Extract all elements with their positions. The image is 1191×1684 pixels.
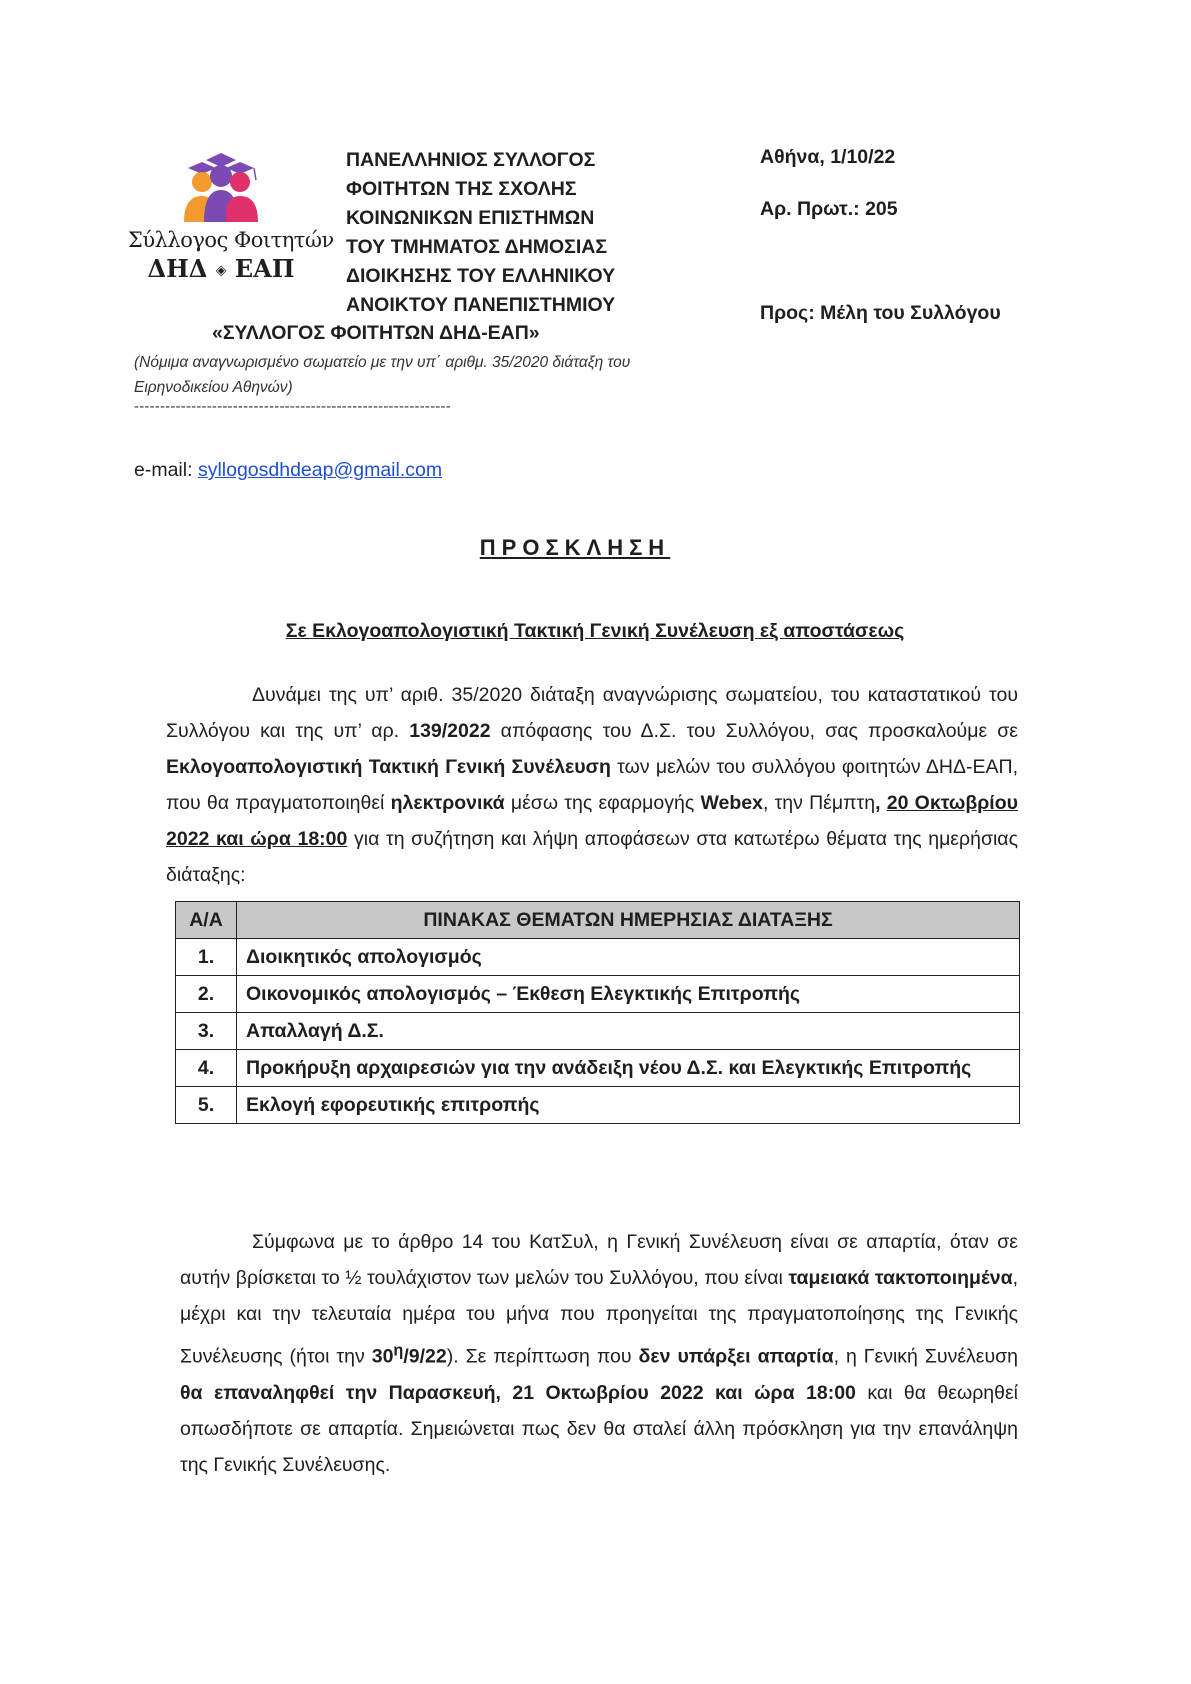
table-row: 2. Οικονομικός απολογισμός – Έκθεση Ελεγκτικής Επιτροπής	[176, 976, 1020, 1013]
column-header-number: Α/Α	[176, 902, 237, 939]
divider-line: -------------------------------------------------------------	[134, 398, 451, 415]
table-row: 1. Διοικητικός απολογισμός	[176, 939, 1020, 976]
legal-note: (Νόμιμα αναγνωρισμένο σωματείο με την υπ΄ αριθμ. 35/2020 διάταξη του Ειρηνοδικείου Αθηνών)	[134, 354, 631, 396]
email-line: e-mail: syllogosdhdeap@gmail.com	[134, 459, 443, 481]
logo-subtitle: ΔΗΔ ◈ ΕΑΠ	[147, 254, 295, 283]
document-title: ΠΡΟΣΚΛΗΣΗ	[479, 535, 671, 560]
table-row: 3. Απαλλαγή Δ.Σ.	[176, 1013, 1020, 1050]
place-date: Αθήνα, 1/10/22	[760, 146, 896, 168]
organization-short-name: «ΣΥΛΛΟΓΟΣ ΦΟΙΤΗΤΩΝ ΔΗΔ-ΕΑΠ»	[212, 322, 540, 344]
recipient: Προς: Μέλη του Συλλόγου	[760, 302, 1001, 324]
intro-paragraph: Δυνάμει της υπ’ αριθ. 35/2020 διάταξη αναγνώρισης σωματείου, του καταστατικού του Συλλόγου και της υπ’ αρ. 139/2022 απόφασης του Δ.Σ. του Συλλόγου, σας προσκαλούμε σε Εκλογοαπολογιστική Τακτική Γενική Συνέλευση των μελών του συλλόγου φοιτητών ΔΗΔ-ΕΑΠ, που θα πραγματοποιηθεί ηλεκτρονικά μέσω της εφαρμογής Webex, την Πέμπτη, 20 Οκτωβρίου 2022 και ώρα 18:00 για τη συζήτηση και λήψη αποφάσεων στα κατωτέρω θέματα της ημερήσιας διάταξης:	[166, 684, 1019, 886]
column-header-title: ΠΙΝΑΚΑΣ ΘΕΜΑΤΩΝ ΗΜΕΡΗΣΙΑΣ ΔΙΑΤΑΞΗΣ	[237, 902, 1020, 939]
book-icon: ◈	[215, 262, 227, 279]
logo-name: Σύλλογος Φοιτητών	[128, 228, 334, 252]
protocol-number: Αρ. Πρωτ.: 205	[760, 198, 898, 220]
document-subtitle: Σε Εκλογοαπολογιστική Τακτική Γενική Συνέλευση εξ αποστάσεως	[285, 620, 905, 642]
students-graduation-icon	[166, 150, 276, 226]
quorum-paragraph: Σύμφωνα με το άρθρο 14 του ΚατΣυλ, η Γενική Συνέλευση είναι σε απαρτία, όταν σε αυτήν βρίσκεται το ½ τουλάχιστον των μελών του Συλλόγου, που είναι ταμειακά τακτοποιημένα, μέχρι και την τελευταία ημέρα του μήνα που προηγείται της πραγματοποίησης της Γενικής Συνέλευσης (ήτοι την $30^\eta/9/22$). Σε περίπτωση που δεν υπάρξει απαρτία, η Γενική Συνέλευση θα επαναληφθεί την Παρασκευή, 21 Οκτωβρίου 2022 και ώρα 18:00 και θα θεωρηθεί οπωσδήποτε σε απαρτία. Σημειώνεται πως δεν θα σταλεί άλλη πρόσκληση για την επανάληψη της Γενικής Συνέλευσης.	[180, 1231, 1019, 1476]
association-logo	[128, 150, 334, 290]
table-row: 5. Εκλογή εφορευτικής επιτροπής	[176, 1087, 1020, 1124]
agenda-table	[175, 901, 1020, 1124]
organization-name: ΠΑΝΕΛΛΗΝΙΟΣ ΣΥΛΛΟΓΟΣ ΦΟΙΤΗΤΩΝ ΤΗΣ ΣΧΟΛΗΣ ΚΟΙΝΩΝΙΚΩΝ ΕΠΙΣΤΗΜΩΝ ΤΟΥ ΤΜΗΜΑΤΟΣ ΔΗΜΟΣΙΑΣ ΔΙΟΙΚΗΣΗΣ ΤΟΥ ΕΛΛΗΝΙΚΟΥ ΑΝΟΙΚΤΟΥ ΠΑΝΕΠΙΣΤΗΜΙΟΥ	[346, 149, 616, 316]
table-header-row	[176, 902, 1020, 939]
table-row: 4. Προκήρυξη αρχαιρεσιών για την ανάδειξη νέου Δ.Σ. και Ελεγκτικής Επιτροπής	[176, 1050, 1020, 1087]
email-link[interactable]: syllogosdhdeap@gmail.com	[197, 459, 443, 481]
